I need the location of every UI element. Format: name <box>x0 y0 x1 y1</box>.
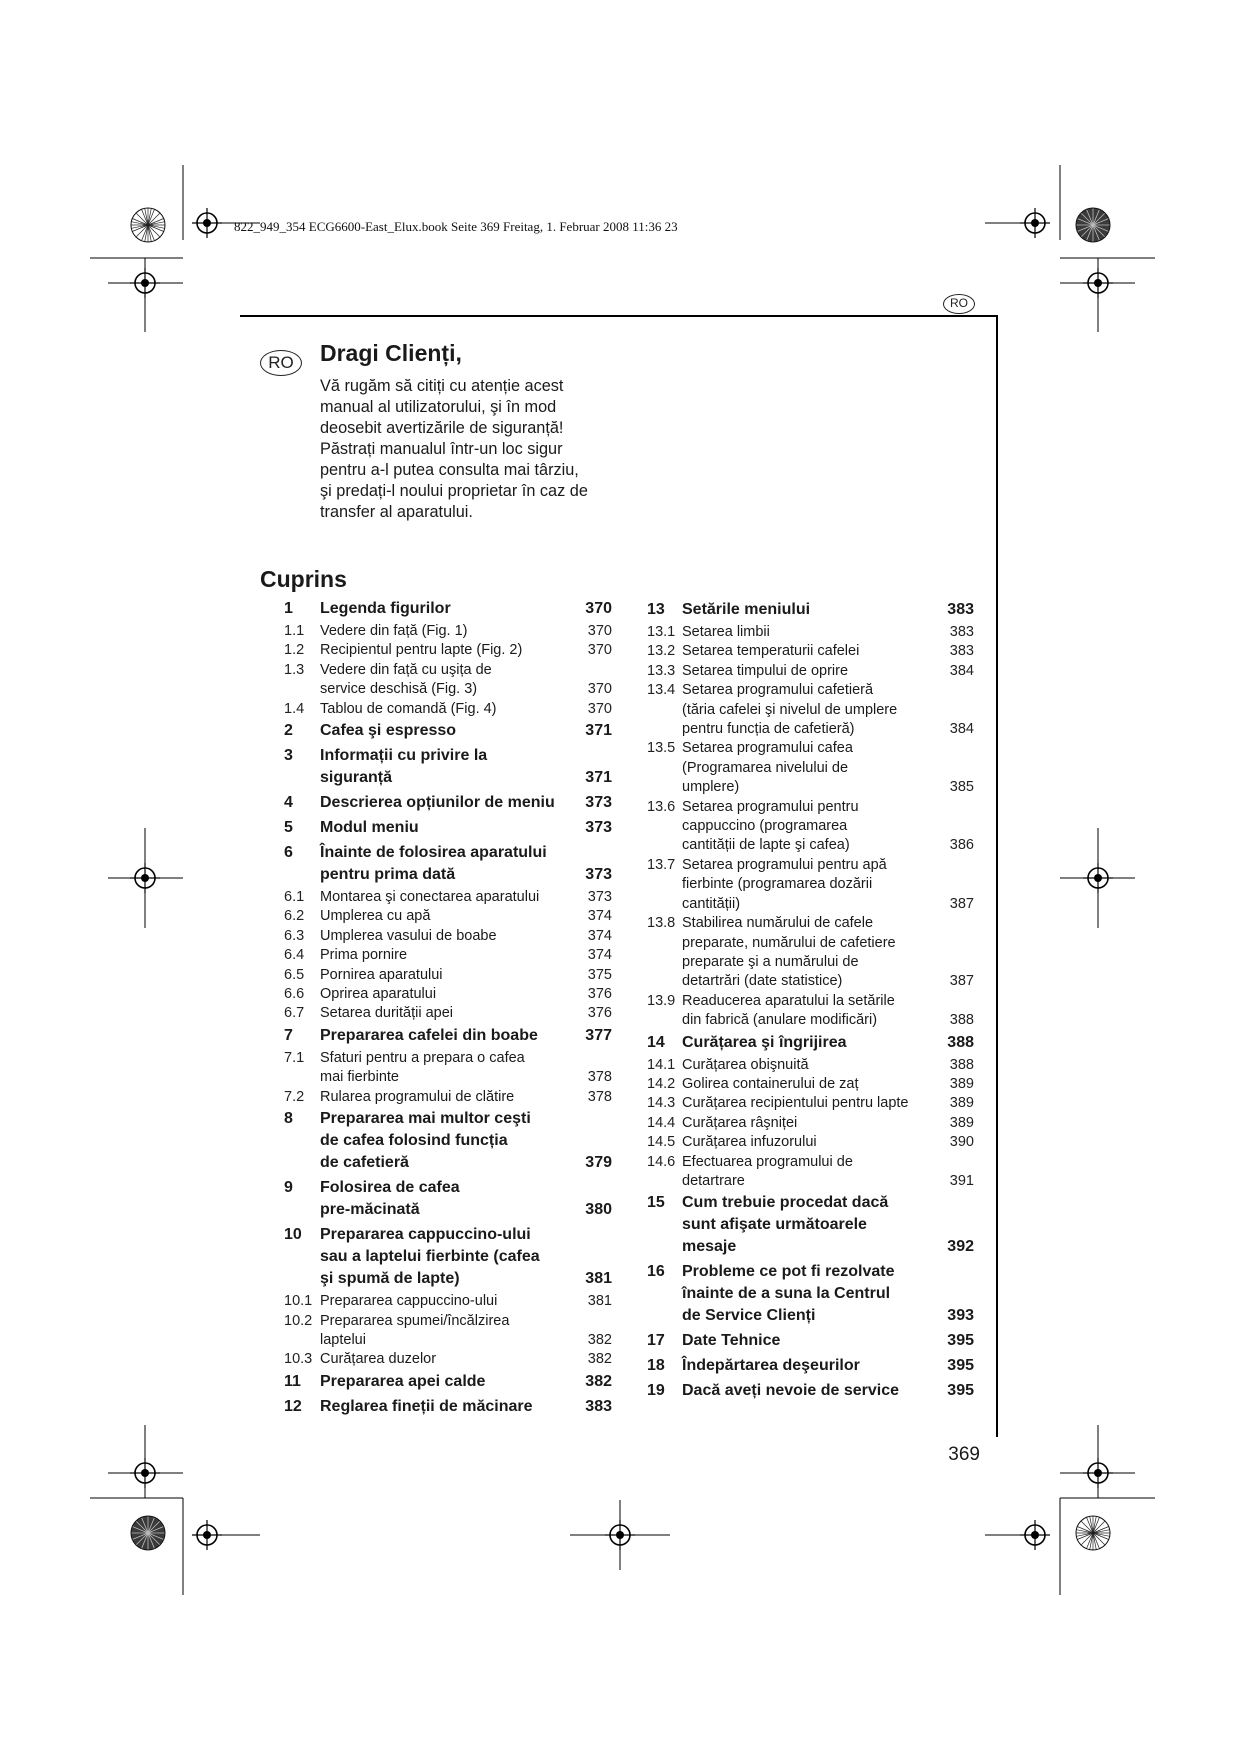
toc-number: 10.1 <box>284 1293 313 1310</box>
toc-number: 8 <box>284 1110 293 1128</box>
toc-entry-title <box>320 700 588 719</box>
toc-entry-line: Curățarea infuzorului <box>682 1134 817 1151</box>
toc-number: 13.7 <box>647 856 676 873</box>
toc-page-number: 376 <box>587 1005 612 1022</box>
toc-subsection <box>647 856 974 914</box>
toc-entry-title <box>682 1032 947 1054</box>
toc-number: 13.1 <box>647 624 676 640</box>
toc-number: 14.5 <box>647 1134 676 1151</box>
toc-number: 13.2 <box>647 643 676 660</box>
toc-entry-title <box>682 1355 947 1377</box>
toc-entry-line: laptelui <box>320 1331 366 1348</box>
toc-subsection <box>647 642 974 661</box>
starburst-color-target-icon <box>1076 208 1110 242</box>
toc-number: 6.5 <box>284 966 305 983</box>
toc-number: 1.1 <box>284 623 305 639</box>
toc-number: 6 <box>284 844 293 862</box>
toc-entry-title <box>320 966 588 985</box>
toc-chapter <box>284 1024 612 1049</box>
toc-chapter <box>284 1107 612 1176</box>
toc-entry-title <box>320 1350 588 1369</box>
toc-entry-title <box>320 842 585 886</box>
toc-chapter <box>647 1354 974 1379</box>
toc-entry-title <box>320 985 588 1004</box>
toc-entry-title <box>320 1108 585 1174</box>
toc-number: 7.1 <box>284 1049 305 1066</box>
toc-entry-title <box>682 798 950 856</box>
toc-entry-title <box>682 856 950 914</box>
toc-chapter <box>284 744 612 791</box>
toc-entry-line: de Service Clienți <box>682 1307 816 1325</box>
toc-chapter <box>284 841 612 888</box>
language-badge-section: RO <box>260 350 302 376</box>
toc-entry-line: Setarea programului cafea <box>682 740 853 757</box>
toc-subsection <box>647 739 974 797</box>
toc-entry-line: pentru funcția de cafetieră) <box>682 721 855 738</box>
toc-page-number: 383 <box>947 601 974 618</box>
toc-number: 14 <box>647 1033 665 1051</box>
toc-subsection <box>647 1094 974 1113</box>
toc-number: 1.2 <box>284 642 305 659</box>
greeting-line: şi predați-l noului proprietar în caz de <box>320 482 588 500</box>
toc-entry-title <box>682 739 950 797</box>
toc-entry-title <box>320 1312 588 1351</box>
toc-chapter <box>284 719 612 744</box>
toc-subsection <box>647 623 974 642</box>
toc-number: 13.8 <box>647 915 676 932</box>
language-badge: RO <box>943 294 975 314</box>
toc-number: 18 <box>647 1357 665 1375</box>
greeting-line: Vă rugăm să citiți cu atenție acest <box>320 377 564 395</box>
toc-entry-line: Sfaturi pentru a prepara o cafea <box>320 1049 525 1066</box>
toc-page-number: 384 <box>949 721 974 738</box>
toc-page-number: 388 <box>947 1033 974 1051</box>
toc-title: Cuprins <box>260 566 347 592</box>
greeting-line: deosebit avertizările de siguranță! <box>320 419 564 437</box>
toc-subsection <box>284 661 612 700</box>
toc-number: 10.3 <box>284 1351 313 1368</box>
toc-entry-line: detartrare <box>682 1172 745 1189</box>
toc-entry-line: (Programarea nivelului de <box>682 759 849 776</box>
toc-entry-title <box>320 622 588 641</box>
toc-entry-title <box>320 927 588 946</box>
toc-entry-line: Setarea programului pentru <box>682 798 859 815</box>
toc-entry-title <box>320 1025 585 1047</box>
toc-page-number: 370 <box>587 681 612 698</box>
toc-number: 14.1 <box>647 1056 676 1073</box>
toc-entry-line: Folosirea de cafea <box>320 1179 460 1197</box>
toc-entry-title <box>682 1075 950 1094</box>
toc-entry-title <box>682 1192 947 1258</box>
toc-entry-title <box>682 623 950 642</box>
toc-page-number: 373 <box>585 819 612 837</box>
toc-entry-line: sau a laptelui fierbinte (cafea <box>320 1248 540 1266</box>
toc-entry-line: Setarea durității apei <box>320 1005 453 1022</box>
toc-entry-title <box>320 1224 585 1290</box>
toc-entry-title <box>320 745 585 789</box>
toc-number: 13.9 <box>647 992 676 1009</box>
toc-number: 13 <box>647 601 665 618</box>
toc-entry-line: Stabilirea numărului de cafele <box>682 915 874 932</box>
toc-page-number: 383 <box>949 643 974 660</box>
toc-entry-line: pre-măcinată <box>320 1201 420 1219</box>
toc-entry-line: de cafetieră <box>320 1154 409 1172</box>
greeting-text <box>320 376 620 523</box>
toc-page-number: 381 <box>585 1270 612 1288</box>
toc-subsection <box>284 985 612 1004</box>
toc-page-number: 374 <box>587 908 612 925</box>
toc-page-number: 395 <box>947 1382 974 1400</box>
toc-entry-line: Montarea şi conectarea aparatului <box>320 889 540 906</box>
toc-entry-title <box>682 662 950 681</box>
toc-entry-line: Setarea temperaturii cafelei <box>682 643 860 660</box>
toc-subsection <box>284 1292 612 1311</box>
toc-entry-title <box>320 1049 588 1088</box>
toc-number: 7.2 <box>284 1088 305 1105</box>
toc-entry-line: Umplerea cu apă <box>320 908 431 925</box>
toc-number: 1.4 <box>284 700 305 717</box>
toc-number: 11 <box>284 1372 301 1390</box>
toc-number: 16 <box>647 1263 665 1281</box>
toc-entry-title <box>320 1177 585 1221</box>
toc-entry-line: Date Tehnice <box>682 1332 781 1350</box>
toc-subsection <box>284 1350 612 1369</box>
toc-page-number: 384 <box>949 662 974 679</box>
toc-number: 6.7 <box>284 1005 305 1022</box>
toc-page-number: 383 <box>585 1397 612 1415</box>
toc-entry-line: Readucerea aparatului la setările <box>682 992 895 1009</box>
toc-entry-line: Curățarea recipientului pentru lapte <box>682 1095 909 1112</box>
toc-page-number: 389 <box>949 1075 974 1092</box>
print-header: 822_949_354 ECG6600-East_Elux.book Seite 369 Freitag, 1. Februar 2008 11:36 23 <box>234 219 678 234</box>
toc-number: 14.6 <box>647 1153 676 1170</box>
toc-page-number: 389 <box>949 1114 974 1131</box>
toc-number: 17 <box>647 1332 665 1350</box>
toc-page-number: 373 <box>585 866 612 884</box>
toc-entry-line: cantității) <box>682 895 741 912</box>
toc-page-number: 387 <box>949 973 974 990</box>
toc-chapter <box>284 1395 612 1420</box>
toc-chapter <box>647 1191 974 1260</box>
toc-page-number: 374 <box>587 947 612 964</box>
starburst-color-target-icon <box>131 208 165 242</box>
toc-page-number: 382 <box>587 1351 612 1368</box>
toc-subsection <box>284 700 612 719</box>
toc-entry-line: Dacă aveți nevoie de service <box>682 1382 900 1400</box>
toc-entry-line: Setarea limbii <box>682 624 770 640</box>
toc-entry-title <box>320 1004 588 1023</box>
toc-entry-title <box>320 1396 585 1418</box>
toc-page-number: 388 <box>949 1056 974 1073</box>
toc-page-number: 378 <box>587 1088 612 1105</box>
toc-entry-line: Curățarea duzelor <box>320 1351 437 1368</box>
toc-chapter <box>647 598 974 623</box>
toc-number: 14.3 <box>647 1095 676 1112</box>
greeting-line: transfer al aparatului. <box>320 503 473 521</box>
toc-entry-line: Cum trebuie procedat dacă <box>682 1194 889 1212</box>
toc-number: 10 <box>284 1226 302 1244</box>
toc-entry-line: Setarea timpului de oprire <box>682 662 849 679</box>
toc-entry-line: Setările meniului <box>682 601 811 618</box>
toc-entry-line: Efectuarea programului de <box>682 1153 853 1170</box>
toc-page-number: 380 <box>585 1201 612 1219</box>
toc-subsection <box>284 888 612 907</box>
greeting-title: Dragi Clienți, <box>320 340 462 366</box>
toc-entry-title <box>682 1094 950 1113</box>
toc-entry-line: Tablou de comandă (Fig. 4) <box>320 700 497 717</box>
toc-subsection <box>647 681 974 739</box>
toc-entry-line: Cafea şi espresso <box>320 722 457 740</box>
toc-page-number: 386 <box>949 837 974 854</box>
toc-number: 12 <box>284 1397 302 1415</box>
greeting-line: pentru a-l putea consulta mai târziu, <box>320 461 579 479</box>
toc-chapter <box>647 1260 974 1329</box>
toc-entry-title <box>682 1380 947 1402</box>
toc-entry-title <box>320 641 588 660</box>
toc-entry-line: Prima pornire <box>320 947 408 964</box>
toc-number: 13.5 <box>647 740 676 757</box>
toc-number: 6.6 <box>284 986 305 1003</box>
toc-entry-line: Golirea containerului de zaț <box>682 1075 859 1092</box>
toc-chapter <box>284 1176 612 1223</box>
toc-page-number: 378 <box>587 1069 612 1086</box>
toc-entry-line: service deschisă (Fig. 3) <box>320 681 478 698</box>
toc-entry-title <box>320 661 588 700</box>
toc-entry-title <box>320 598 585 620</box>
toc-entry-line: Prepararea mai multor ceşti <box>320 1110 531 1128</box>
toc-page-number: 389 <box>949 1095 974 1112</box>
toc-entry-title <box>682 1153 950 1192</box>
toc-entry-title <box>682 1330 947 1352</box>
toc-subsection <box>647 1056 974 1075</box>
toc-page-number: 375 <box>587 966 612 983</box>
toc-number: 6.2 <box>284 908 305 925</box>
toc-subsection <box>647 1133 974 1152</box>
toc-subsection <box>647 1114 974 1133</box>
toc-entry-line: Informații cu privire la <box>320 747 488 765</box>
toc-chapter <box>284 1223 612 1292</box>
toc-entry-line: Umplerea vasului de boabe <box>320 927 497 944</box>
toc-entry-line: de cafea folosind funcția <box>320 1132 508 1150</box>
toc-number: 13.6 <box>647 798 676 815</box>
toc-entry-title <box>320 907 588 926</box>
toc-page-number: 374 <box>587 927 612 944</box>
toc-entry-line: Înainte de folosirea aparatului <box>320 844 547 862</box>
toc-entry-line: Îndepărtarea deşeurilor <box>682 1357 860 1375</box>
toc-entry-line: (tăria cafelei şi nivelul de umplere <box>682 701 898 718</box>
toc-subsection <box>647 662 974 681</box>
toc-page-number: 395 <box>947 1357 974 1375</box>
toc-entry-line: Prepararea cafelei din boabe <box>320 1026 538 1044</box>
toc-entry-line: Legenda figurilor <box>320 600 451 617</box>
toc-entry-line: Recipientul pentru lapte (Fig. 2) <box>320 642 523 659</box>
toc-entry-title <box>320 817 585 839</box>
toc-number: 13.3 <box>647 662 676 679</box>
toc-page-number: 390 <box>949 1134 974 1151</box>
toc-entry-line: umplere) <box>682 779 740 796</box>
toc-entry-line: Curățarea şi îngrijirea <box>682 1033 847 1051</box>
toc-chapter <box>647 1379 974 1404</box>
toc-entry-title <box>682 681 950 739</box>
toc-chapter <box>284 597 612 622</box>
toc-number: 14.4 <box>647 1114 676 1131</box>
toc-number: 2 <box>284 722 293 740</box>
toc-page-number: 373 <box>585 794 612 812</box>
toc-page-number: 371 <box>585 722 612 740</box>
toc-subsection <box>647 1075 974 1094</box>
toc-page-number: 387 <box>949 895 974 912</box>
toc-number: 15 <box>647 1194 665 1212</box>
toc-page-number: 385 <box>949 779 974 796</box>
toc-entry-title <box>682 1261 947 1327</box>
toc-page-number: 376 <box>587 986 612 1003</box>
toc-entry-line: Rularea programului de clătire <box>320 1088 515 1105</box>
toc-entry-title <box>682 914 950 992</box>
toc-entry-line: pentru prima dată <box>320 866 456 884</box>
toc-number: 6.4 <box>284 947 305 964</box>
toc-entry-line: cantității de lapte şi cafea) <box>682 837 850 854</box>
right-margin-rule <box>996 315 998 1437</box>
toc-subsection <box>284 927 612 946</box>
toc-left-column <box>284 597 612 1420</box>
toc-chapter <box>647 1329 974 1354</box>
toc-entry-line: înainte de a suna la Centrul <box>682 1285 891 1303</box>
toc-entry-title <box>320 792 585 814</box>
toc-page-number: 370 <box>585 600 612 617</box>
toc-number: 9 <box>284 1179 293 1197</box>
toc-chapter <box>284 1370 612 1395</box>
toc-subsection <box>284 907 612 926</box>
toc-number: 10.2 <box>284 1312 313 1329</box>
toc-page-number: 395 <box>947 1332 974 1350</box>
toc-page-number: 379 <box>585 1154 612 1172</box>
greeting-line: manual al utilizatorului, şi în mod <box>320 398 557 416</box>
toc-entry-line: şi spumă de lapte) <box>320 1270 460 1288</box>
toc-entry-title <box>682 1114 950 1133</box>
toc-page-number: 391 <box>949 1172 974 1189</box>
toc-subsection <box>284 622 612 641</box>
toc-entry-line: mai fierbinte <box>320 1069 399 1086</box>
toc-entry-title <box>682 1133 950 1152</box>
toc-entry-line: mesaje <box>682 1238 737 1256</box>
toc-entry-line: Curățarea râşniței <box>682 1114 798 1131</box>
toc-subsection <box>647 992 974 1031</box>
toc-subsection <box>284 966 612 985</box>
toc-entry-line: cappuccino (programarea <box>682 818 848 835</box>
toc-entry-title <box>320 1088 588 1107</box>
toc-entry-line: Prepararea cappuccino-ului <box>320 1226 531 1244</box>
toc-number: 7 <box>284 1026 293 1044</box>
toc-number: 1 <box>284 600 293 617</box>
toc-entry-line: Prepararea spumei/încălzirea <box>320 1312 510 1329</box>
toc-entry-line: Curățarea obişnuită <box>682 1056 809 1073</box>
toc-entry-line: preparate, numărului de cafetiere <box>682 934 896 951</box>
toc-entry-line: Vedere din față cu uşița de <box>320 661 492 678</box>
toc-page-number: 370 <box>587 700 612 717</box>
toc-page-number: 377 <box>585 1026 612 1044</box>
toc-page-number: 381 <box>587 1293 612 1310</box>
toc-entry-title <box>320 720 585 742</box>
starburst-color-target-icon <box>131 1516 165 1550</box>
toc-entry-line: Reglarea fineții de măcinare <box>320 1397 533 1415</box>
page-number: 369 <box>948 1444 980 1465</box>
toc-chapter <box>647 1031 974 1056</box>
toc-subsection <box>647 1153 974 1192</box>
toc-entry-line: din fabrică (anulare modificări) <box>682 1012 878 1029</box>
toc-entry-title <box>682 642 950 661</box>
header-rule <box>240 315 998 317</box>
toc-entry-line: Pornirea aparatului <box>320 966 443 983</box>
toc-subsection <box>284 1004 612 1023</box>
toc-number: 13.4 <box>647 682 676 699</box>
toc-entry-title <box>320 888 588 907</box>
toc-number: 3 <box>284 747 293 765</box>
toc-number: 1.3 <box>284 661 305 678</box>
toc-page-number: 393 <box>947 1307 974 1325</box>
toc-entry-line: Prepararea cappuccino-ului <box>320 1293 498 1310</box>
toc-number: 14.2 <box>647 1075 676 1092</box>
toc-chapter <box>284 791 612 816</box>
toc-right-column <box>647 598 974 1404</box>
toc-number: 6.3 <box>284 927 305 944</box>
toc-page-number: 392 <box>947 1238 974 1256</box>
toc-number: 4 <box>284 794 293 812</box>
toc-page-number: 373 <box>587 889 612 906</box>
toc-page-number: 383 <box>949 624 974 640</box>
toc-page-number: 370 <box>587 623 612 639</box>
toc-subsection <box>284 1049 612 1088</box>
toc-entry-title <box>682 599 947 621</box>
toc-entry-line: detartrări (date statistice) <box>682 973 843 990</box>
toc-entry-line: Descrierea opțiunilor de meniu <box>320 794 555 812</box>
toc-page-number: 388 <box>949 1012 974 1029</box>
toc-entry-line: fierbinte (programarea dozării <box>682 876 873 893</box>
toc-page-number: 382 <box>587 1331 612 1348</box>
toc-entry-title <box>682 992 950 1031</box>
greeting-line: Păstrați manualul într-un loc sigur <box>320 440 563 458</box>
toc-page-number: 371 <box>585 769 612 787</box>
toc-number: 5 <box>284 819 293 837</box>
toc-entry-title <box>320 1371 585 1393</box>
toc-entry-line: Setarea programului cafetieră <box>682 682 874 699</box>
toc-entry-title <box>320 1292 588 1311</box>
toc-entry-line: siguranță <box>320 769 393 787</box>
toc-subsection <box>284 1312 612 1351</box>
toc-page-number: 370 <box>587 642 612 659</box>
starburst-color-target-icon <box>1076 1516 1110 1550</box>
toc-subsection <box>647 798 974 856</box>
toc-entry-line: Probleme ce pot fi rezolvate <box>682 1263 895 1281</box>
toc-entry-line: sunt afişate următoarele <box>682 1216 867 1234</box>
toc-entry-line: preparate şi a numărului de <box>682 953 859 970</box>
toc-page-number: 382 <box>585 1372 612 1390</box>
toc-entry-title <box>320 946 588 965</box>
toc-subsection <box>284 1088 612 1107</box>
toc-chapter <box>284 816 612 841</box>
toc-subsection <box>284 641 612 660</box>
toc-entry-line: Modul meniu <box>320 819 419 837</box>
toc-number: 19 <box>647 1382 665 1400</box>
toc-number: 6.1 <box>284 889 305 906</box>
toc-entry-line: Prepararea apei calde <box>320 1372 486 1390</box>
toc-subsection <box>647 914 974 992</box>
toc-entry-line: Setarea programului pentru apă <box>682 856 887 873</box>
toc-entry-title <box>682 1056 950 1075</box>
toc-entry-line: Oprirea aparatului <box>320 986 437 1003</box>
toc-entry-line: Vedere din față (Fig. 1) <box>320 623 468 639</box>
toc-subsection <box>284 946 612 965</box>
